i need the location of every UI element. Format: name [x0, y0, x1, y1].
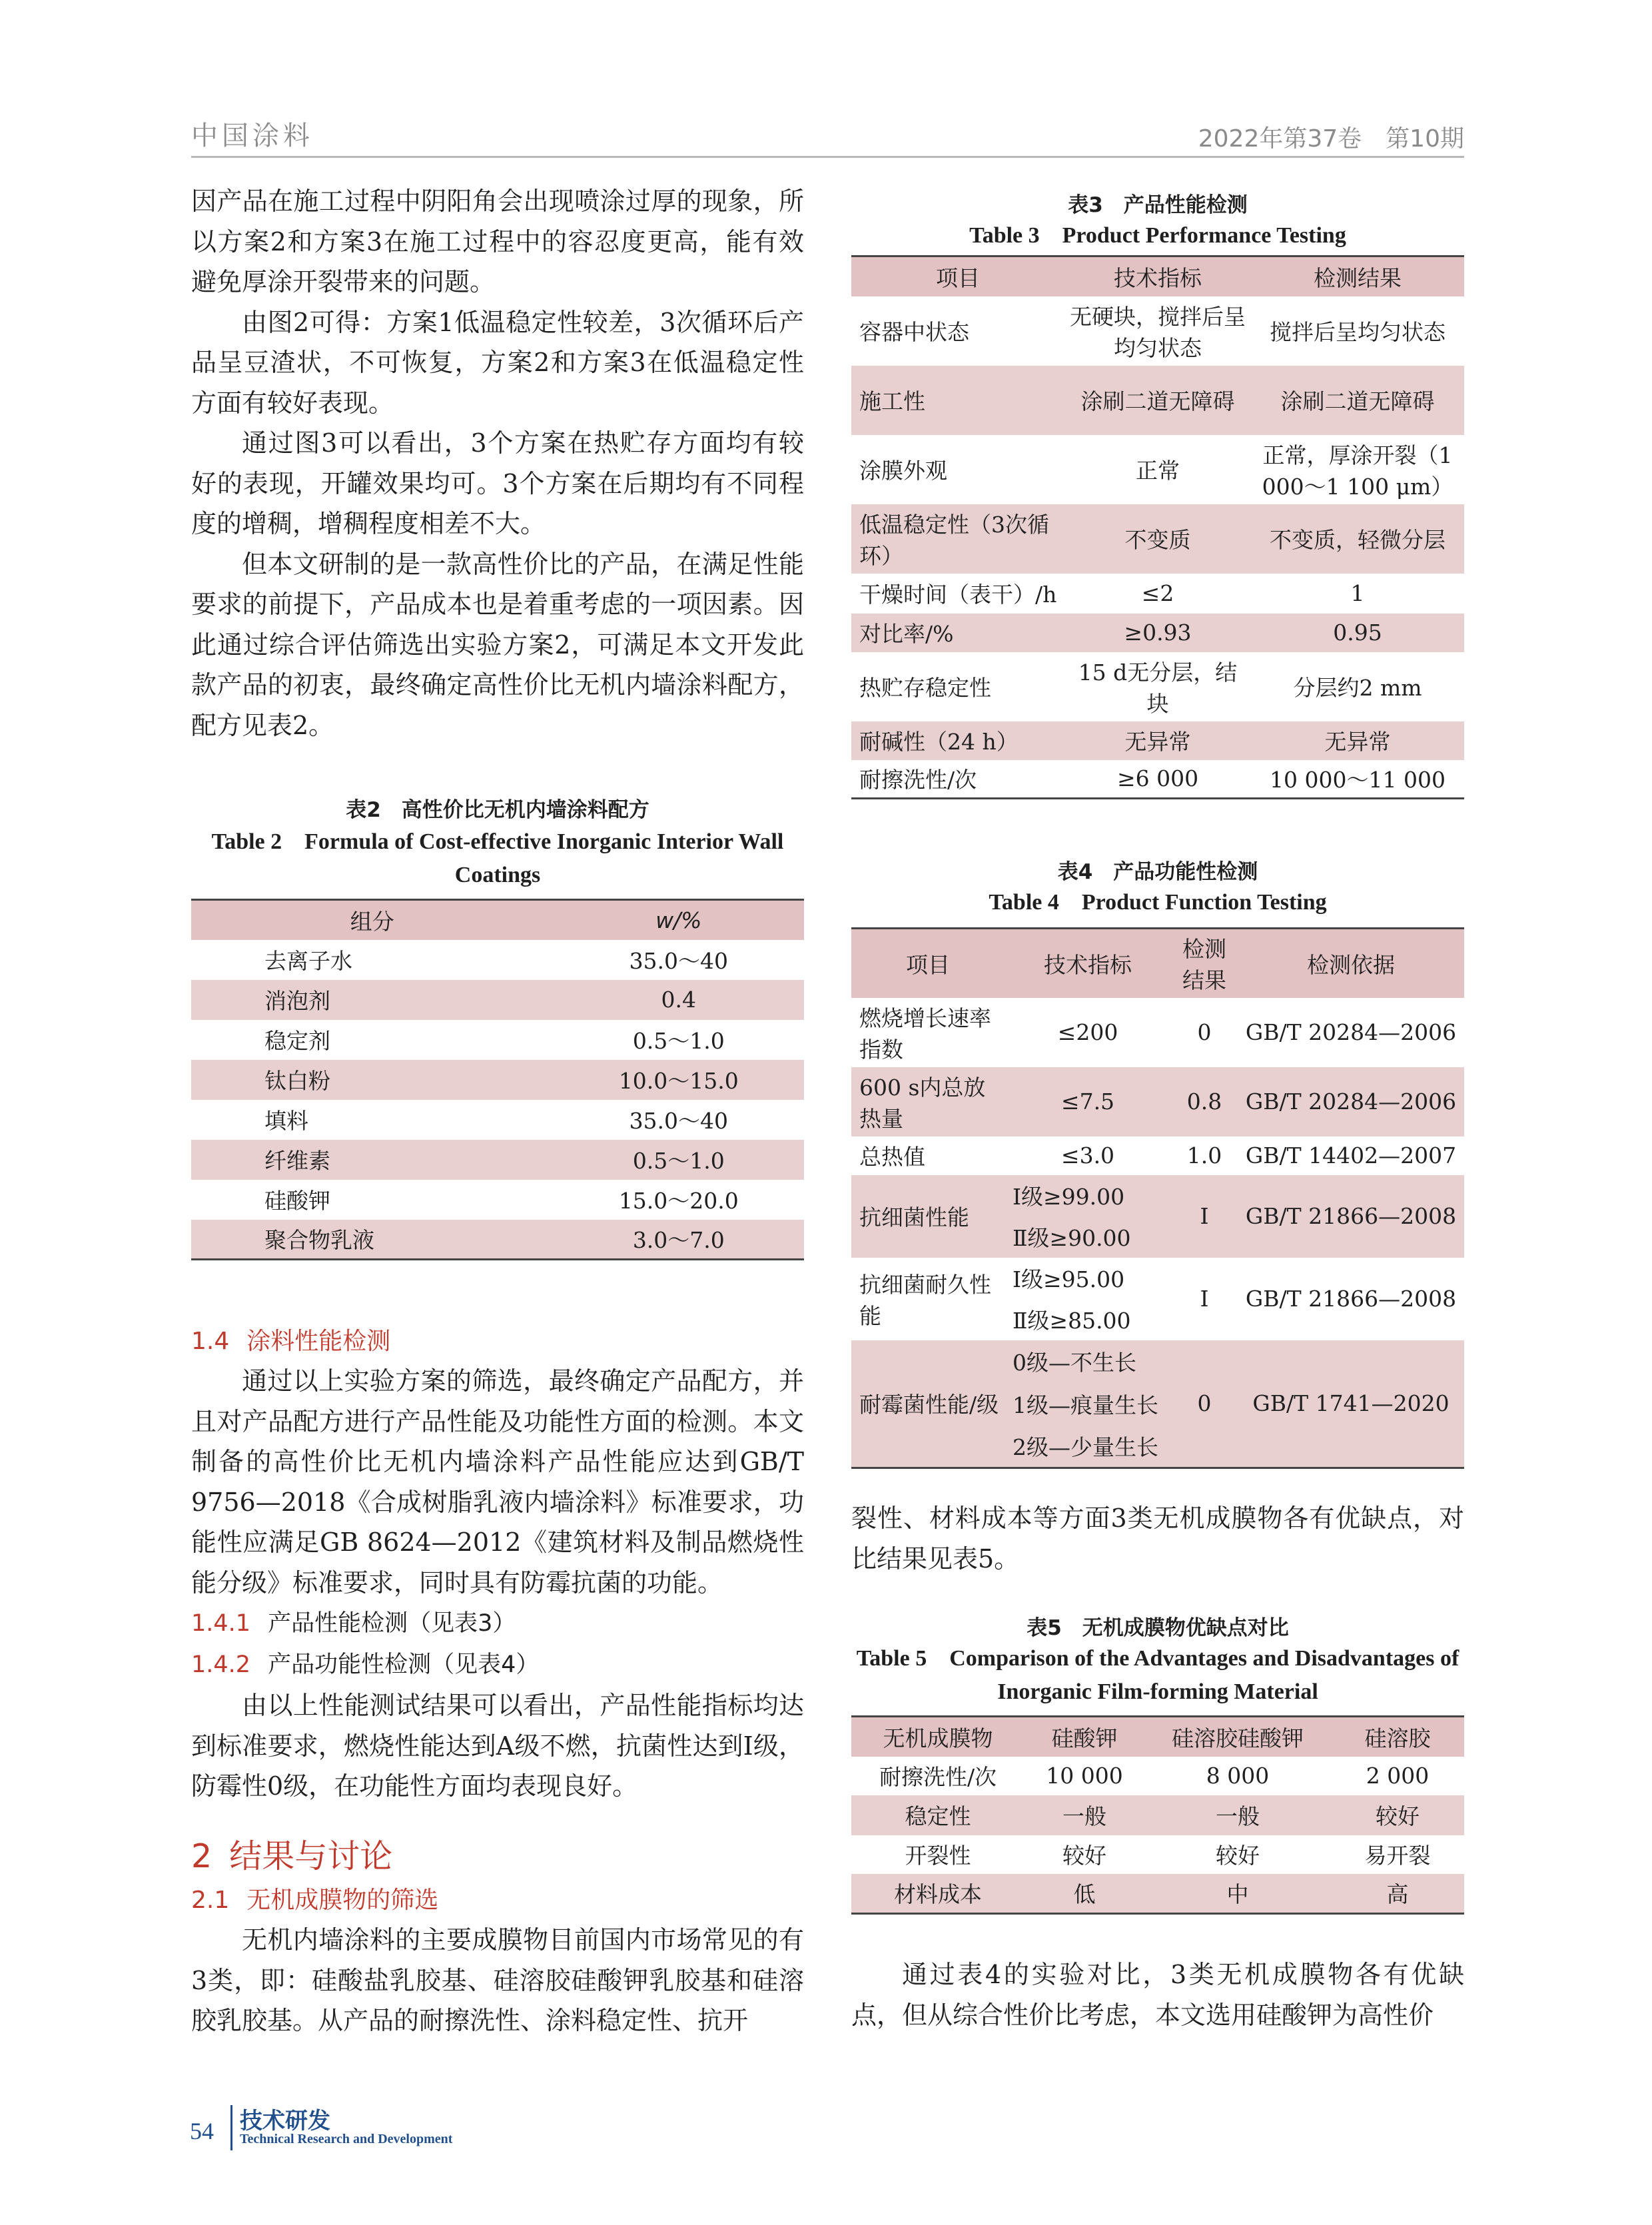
- table-caption-cn: 表5 无机成膜物优缺点对比: [1027, 1616, 1289, 1640]
- table-cell: 无硬块，搅拌后呈均匀状态: [1070, 303, 1246, 361]
- table-cell: 不变质，轻微分层: [1251, 504, 1464, 574]
- table-header: w/%: [554, 900, 804, 940]
- table-cell: 涂刷二道无障碍: [1251, 366, 1464, 435]
- section-number: 1.4.1: [191, 1610, 251, 1637]
- table-cell: 一般: [1144, 1795, 1331, 1835]
- section-heading: [191, 1832, 804, 1881]
- table-caption-en: Table 5 Comparison of the Advantages and Disadvantages of Inorganic Film-forming Material: [856, 1646, 1459, 1704]
- table-cell: ≥0.93: [1064, 614, 1251, 652]
- table-cell: 0.95: [1251, 614, 1464, 652]
- table-cell: 消泡剂: [191, 980, 554, 1020]
- table-cell: 0: [1197, 1019, 1212, 1045]
- table-header: 检测依据: [1238, 929, 1464, 998]
- issue-info: 2022年第37卷 第10期: [1198, 125, 1464, 153]
- table-cell: 稳定剂: [264, 1028, 330, 1054]
- table-cell: 硅酸钾: [264, 1188, 330, 1214]
- right-text-2: [851, 1955, 1464, 2035]
- table-cell: 耐擦洗性/次: [859, 767, 977, 793]
- table-header: 硅溶胶: [1331, 1717, 1464, 1757]
- paragraph: 通过以上实验方案的筛选，最终确定产品配方，并且对产品配方进行产品性能及功能性方面的检测。本文制备的高性价比无机内墙涂料产品性能应达到GB/T 9756—2018《合成树脂乳液内墙涂料》标准要求，功能性应满足GB 8624—2012《建筑材料及制品燃烧性能分级》标准要求，同时具有防霉抗菌的功能。: [191, 1366, 804, 1597]
- table-cell: GB/T 21866—2008: [1238, 1175, 1464, 1258]
- table-header: 无机成膜物: [851, 1717, 1025, 1757]
- table-cell: 0.4: [554, 980, 804, 1020]
- table-header: 硅酸钾: [1025, 1717, 1144, 1757]
- section-number: 1.4.2: [191, 1651, 251, 1678]
- paragraph: 通过表4的实验对比，3类无机成膜物各有优缺点，但从综合性价比考虑，本文选用硅酸钾为高性价: [851, 1960, 1464, 2030]
- table-cell: 耐碱性（24 h）: [851, 721, 1064, 760]
- section-title: 结果与讨论: [229, 1837, 393, 1875]
- table-cell: GB/T 1741—2020: [1238, 1340, 1464, 1468]
- table-cell: 耐霉菌性能/级: [851, 1340, 1005, 1468]
- table-cell: 0: [1171, 1340, 1238, 1468]
- table-cell: 较好: [1331, 1795, 1464, 1835]
- table2-block: [191, 793, 804, 1260]
- paragraph: 裂性、材料成本等方面3类无机成膜物各有优缺点，对比结果见表5。: [851, 1504, 1464, 1573]
- table5: [851, 1715, 1464, 1915]
- table-cell: 正常: [1136, 458, 1180, 484]
- table-cell: 施工性: [851, 366, 1064, 435]
- paragraph: 但本文研制的是一款高性价比的产品，在满足性能要求的前提下，产品成本也是着重考虑的一项因素。因此通过综合评估筛选出实验方案2，可满足本文开发此款产品的初衷，最终确定高性价比无机内墙涂料配方，配方见表2。: [191, 549, 804, 740]
- table-header: 硅溶胶硅酸钾: [1144, 1717, 1331, 1757]
- section-2: [191, 1832, 804, 2041]
- section-title: 涂料性能检测: [246, 1328, 391, 1355]
- table-header: 组分: [191, 900, 554, 940]
- table-cell: 钛白粉: [191, 1060, 554, 1100]
- section-heading: [191, 1322, 804, 1361]
- left-column-top: [191, 181, 804, 745]
- table2: [191, 899, 804, 1260]
- table-caption-en: Table 3 Product Performance Testing: [969, 223, 1346, 248]
- table-cell: Ⅱ级≥90.00: [1005, 1216, 1171, 1258]
- table-caption-cn: 表4 产品功能性检测: [1057, 860, 1258, 884]
- table-cell: 正常，厚涂开裂（1 000～1 100 μm）: [1262, 442, 1453, 500]
- table-caption-en: Table 2 Formula of Cost-effective Inorganic Interior Wall Coatings: [211, 829, 784, 887]
- table-cell: 对比率/%: [851, 614, 1064, 652]
- table-cell: 分层约2 mm: [1293, 675, 1422, 701]
- header-rule: [191, 156, 1464, 158]
- table-cell: Ⅰ: [1200, 1286, 1209, 1312]
- subsection-heading: [191, 1603, 804, 1644]
- table-cell: 抗细菌耐久性能: [859, 1271, 991, 1329]
- table4: [851, 927, 1464, 1469]
- footer-section-cn: 技术研发: [240, 2108, 330, 2134]
- table-header: 检测结果: [1251, 256, 1464, 296]
- table-cell: 10 000: [1046, 1763, 1123, 1789]
- footer-divider: [230, 2105, 232, 2150]
- table-header: 检测结果: [1171, 929, 1238, 998]
- table-cell: GB/T 20284—2006: [1238, 1067, 1464, 1136]
- table-cell: ≥6 000: [1116, 765, 1199, 792]
- table-cell: 0级—不生长: [1005, 1340, 1171, 1383]
- table-caption-en: Table 4 Product Function Testing: [989, 890, 1327, 915]
- table-cell: 涂膜外观: [859, 458, 947, 484]
- table5-block: [851, 1611, 1464, 1915]
- table-header: 技术指标: [1005, 929, 1171, 998]
- table-cell: 总热值: [859, 1144, 925, 1170]
- table3: [851, 255, 1464, 799]
- footer-section-en: Technical Research and Development: [240, 2132, 453, 2146]
- table3-block: [851, 188, 1464, 799]
- table-caption-cn: 表2 高性价比无机内墙涂料配方: [346, 798, 649, 822]
- table-cell: 0.8: [1171, 1067, 1238, 1136]
- table-cell: Ⅱ级≥85.00: [1013, 1308, 1131, 1334]
- table4-block: [851, 855, 1464, 1469]
- table-cell: 涂刷二道无障碍: [1064, 366, 1251, 435]
- page-number: 54: [190, 2118, 214, 2144]
- table-cell: 容器中状态: [859, 319, 969, 345]
- table-cell: 无异常: [1251, 721, 1464, 760]
- section-heading: [191, 1881, 804, 1920]
- paragraph: 由图2可得：方案1低温稳定性较差，3次循环后产品呈豆渣状，不可恢复，方案2和方案3在低温稳定性方面有较好表现。: [191, 307, 804, 418]
- table-cell: GB/T 21866—2008: [1245, 1286, 1457, 1312]
- table-cell: 高: [1331, 1874, 1464, 1914]
- table-cell: 较好: [1062, 1843, 1106, 1869]
- table-cell: 35.0～40: [629, 1108, 729, 1134]
- table-cell: ≤2: [1141, 580, 1174, 606]
- table-cell: 中: [1144, 1874, 1331, 1914]
- table-cell: 15 d无分层，结块: [1078, 659, 1238, 717]
- section-number: 2.1: [191, 1887, 230, 1914]
- table-header: 项目: [851, 256, 1064, 296]
- table-cell: ≤200: [1057, 1019, 1118, 1045]
- table-cell: 10 000～11 000: [1270, 767, 1446, 793]
- table-header: 项目: [851, 929, 1005, 998]
- table-cell: 耐擦洗性/次: [879, 1764, 997, 1790]
- section-title: 产品功能性检测（见表4）: [268, 1651, 540, 1678]
- paragraph: 由以上性能测试结果可以看出，产品性能指标均达到标准要求，燃烧性能达到A级不燃，抗菌性达到Ⅰ级，防霉性0级，在功能性方面均表现良好。: [191, 1691, 804, 1801]
- table-cell: 15.0～20.0: [618, 1188, 739, 1214]
- table-cell: 低: [1025, 1874, 1144, 1914]
- table-cell: 低温稳定性（3次循环）: [851, 504, 1064, 574]
- table-cell: 较好: [1216, 1843, 1260, 1869]
- table-cell: 35.0～40: [629, 948, 729, 974]
- section-title: 产品性能检测（见表3）: [268, 1610, 516, 1637]
- table-cell: 干燥时间（表干）/h: [859, 582, 1057, 608]
- table-cell: 600 s内总放热量: [851, 1067, 1005, 1136]
- section-1-4: [191, 1322, 804, 1807]
- table-cell: 1: [1350, 580, 1365, 606]
- table-cell: 8 000: [1206, 1763, 1270, 1789]
- section-number: 2: [191, 1837, 212, 1875]
- subsection-heading: [191, 1644, 804, 1685]
- table-cell: 热贮存稳定性: [859, 675, 991, 701]
- table-cell: 0.5～1.0: [554, 1140, 804, 1180]
- table-cell: 抗细菌性能: [851, 1175, 1005, 1258]
- table-cell: GB/T 20284—2006: [1245, 1019, 1457, 1045]
- table-cell: ≤3.0: [1060, 1142, 1115, 1168]
- table-cell: 不变质: [1064, 504, 1251, 574]
- table-header: 技术指标: [1064, 256, 1251, 296]
- table-cell: 材料成本: [851, 1874, 1025, 1914]
- section-title: 无机成膜物的筛选: [246, 1887, 439, 1914]
- table-cell: 稳定性: [851, 1795, 1025, 1835]
- table-cell: 纤维素: [191, 1140, 554, 1180]
- journal-name: 中国涂料: [191, 121, 314, 151]
- table-cell: Ⅰ级≥95.00: [1013, 1266, 1125, 1292]
- table-cell: 填料: [264, 1108, 308, 1134]
- table-cell: GB/T 14402—2007: [1245, 1142, 1457, 1168]
- table-cell: Ⅰ级≥99.00: [1005, 1175, 1171, 1216]
- table-cell: 3.0～7.0: [554, 1220, 804, 1260]
- table-cell: 易开裂: [1364, 1843, 1431, 1869]
- table-cell: 搅拌后呈均匀状态: [1270, 319, 1446, 345]
- table-cell: 聚合物乳液: [191, 1220, 554, 1260]
- table-cell: 1.0: [1186, 1142, 1222, 1168]
- table-cell: 1级—痕量生长: [1005, 1383, 1171, 1426]
- paragraph: 因产品在施工过程中阴阳角会出现喷涂过厚的现象，所以方案2和方案3在施工过程中的容忍度更高，能有效避免厚涂开裂带来的问题。: [191, 187, 804, 296]
- table-cell: 0.5～1.0: [632, 1028, 725, 1054]
- section-number: 1.4: [191, 1328, 230, 1355]
- table-caption-cn: 表3 产品性能检测: [1068, 193, 1248, 217]
- table-cell: ≤7.5: [1005, 1067, 1171, 1136]
- table-cell: 一般: [1025, 1795, 1144, 1835]
- table-cell: 开裂性: [905, 1843, 971, 1869]
- table-cell: 2级—少量生长: [1005, 1426, 1171, 1468]
- table-cell: 去离子水: [264, 948, 352, 974]
- table-cell: Ⅰ: [1171, 1175, 1238, 1258]
- table-cell: 2 000: [1366, 1763, 1430, 1789]
- table-cell: 燃烧增长速率指数: [859, 1005, 991, 1063]
- paragraph: 无机内墙涂料的主要成膜物目前国内市场常见的有3类，即：硅酸盐乳胶基、硅溶胶硅酸钾乳胶基和硅溶胶乳胶基。从产品的耐擦洗性、涂料稳定性、抗开: [191, 1925, 804, 2035]
- table-cell: 10.0～15.0: [554, 1060, 804, 1100]
- table-cell: 无异常: [1064, 721, 1251, 760]
- paragraph: 通过图3可以看出，3个方案在热贮存方面均有较好的表现，开罐效果均可。3个方案在后期均有不同程度的增稠，增稠程度相差不大。: [191, 428, 804, 538]
- right-text-1: [851, 1498, 1464, 1579]
